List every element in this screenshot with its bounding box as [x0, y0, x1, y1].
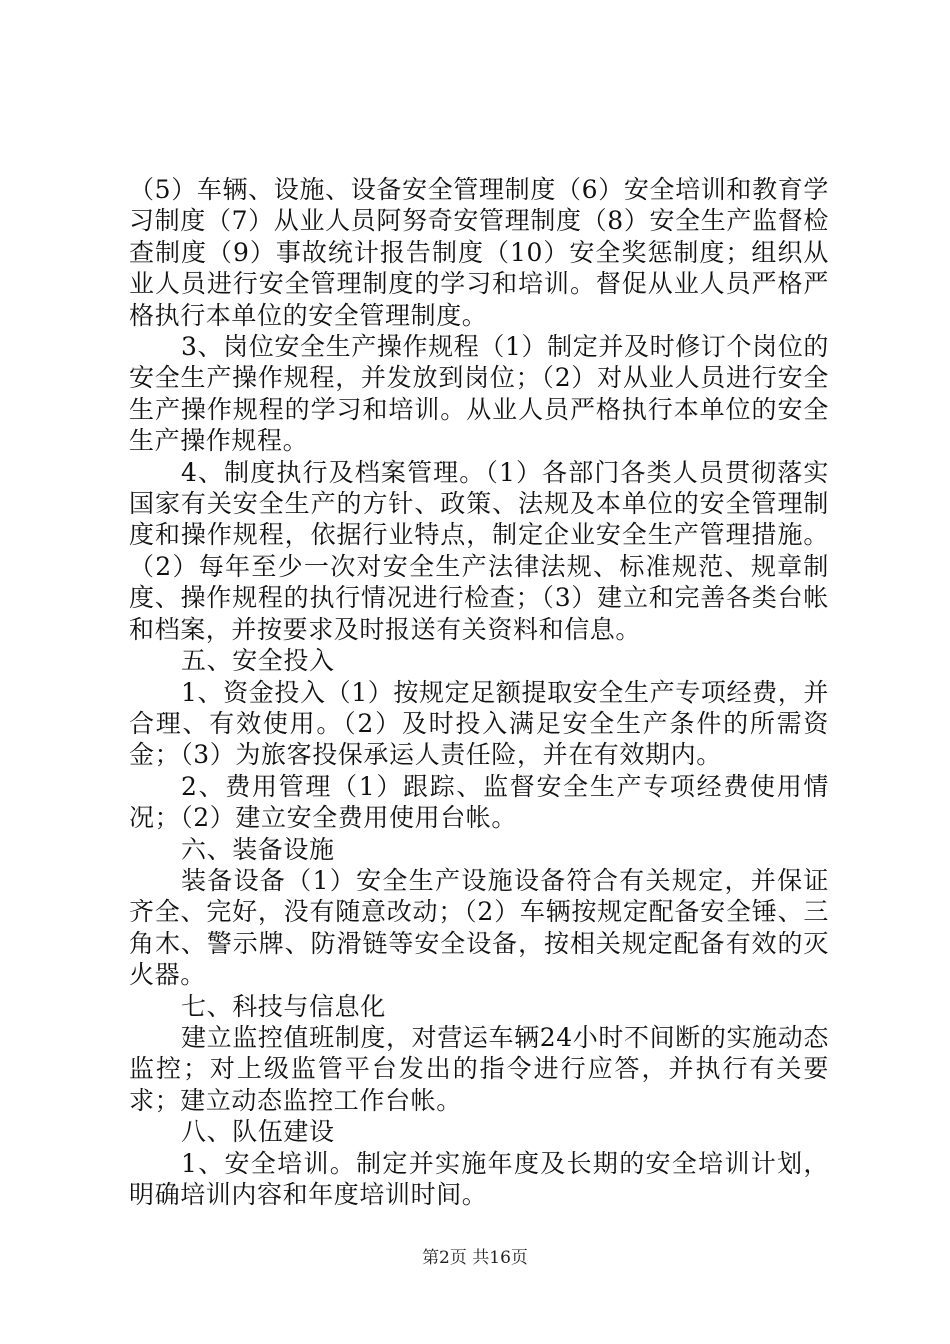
paragraph-fund-investment: 1、资金投入（1）按规定足额提取安全生产专项经费，并合理、有效使用。（2）及时投入满足安全生产条件的所需资金；（3）为旅客投保承运人责任险，并在有效期内。 [129, 677, 829, 770]
section-heading-technology: 七、科技与信息化 [181, 991, 386, 1021]
paragraph-operating-procedures: 3、岗位安全生产操作规程（1）制定并及时修订个岗位的安全生产操作规程，并发放到岗位；（2）对从业人员进行安全生产操作规程的学习和培训。从业人员严格执行本单位的安全生产操作规程。 [129, 332, 829, 456]
document-body [129, 174, 829, 1210]
paragraph-safety-training: 1、安全培训。制定并实施年度及长期的安全培训计划，明确培训内容和年度培训时间。 [129, 1148, 829, 1209]
paragraph-management-systems: （5）车辆、设施、设备安全管理制度（6）安全培训和教育学习制度（7）从业人员阿努奇安管理制度（8）安全生产监督检查制度（9）事故统计报告制度（10）安全奖惩制度；组织从业人员进行安全管理制度的学习和培训。督促从业人员严格严格执行本单位的安全管理制度。 [129, 175, 829, 330]
section-heading-team-building: 八、队伍建设 [181, 1117, 335, 1147]
section-heading-safety-investment: 五、安全投入 [181, 646, 335, 676]
paragraph-archive-management: 4、制度执行及档案管理。（1）各部门各类人员贯彻落实国家有关安全生产的方针、政策、法规及本单位的安全管理制度和操作规程，依据行业特点，制定企业安全生产管理措施。（2）每年至少一次对安全生产法律法规、标准规范、规章制度、操作规程的执行情况进行检查；（3）建立和完善各类台帐和档案，并按要求及时报送有关资料和信息。 [129, 457, 829, 644]
page-number-footer: 第2页 共16页 [422, 1248, 528, 1268]
section-heading-equipment-facilities: 六、装备设施 [181, 834, 335, 864]
paragraph-equipment: 装备设备（1）安全生产设施设备符合有关规定，并保证齐全、完好，没有随意改动；（2）车辆按规定配备安全锤、三角木、警示牌、防滑链等安全设备，按相关规定配备有效的灭火器。 [129, 865, 829, 990]
paragraph-cost-management: 2、费用管理（1）跟踪、监督安全生产专项经费使用情况；（2）建立安全费用使用台帐。 [129, 771, 829, 833]
paragraph-monitoring: 建立监控值班制度，对营运车辆24小时不间断的实施动态监控；对上级监管平台发出的指令进行应答，并执行有关要求；建立动态监控工作台帐。 [129, 1022, 829, 1115]
